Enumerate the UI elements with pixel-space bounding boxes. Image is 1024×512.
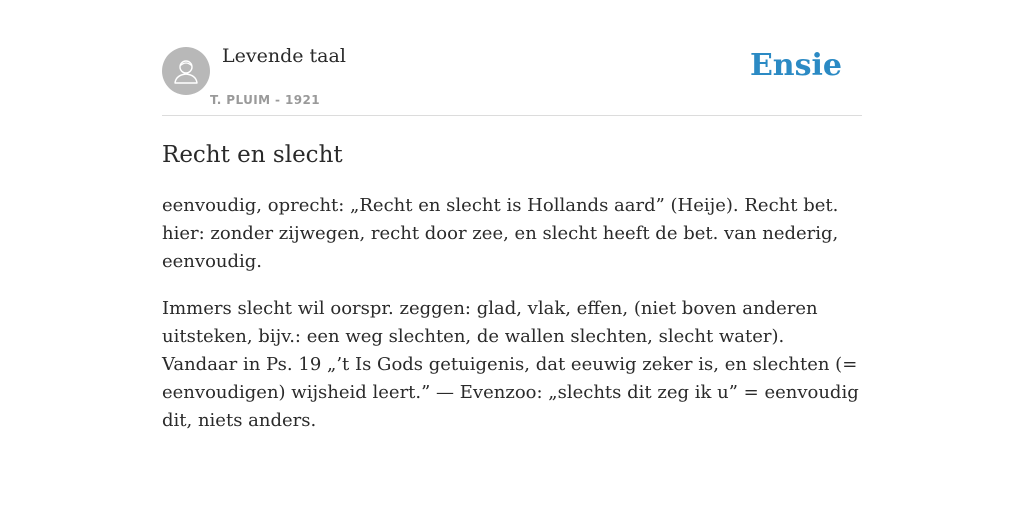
brand-logo-link[interactable]: Ensie	[749, 48, 842, 83]
entry-paragraph-2: Immers slecht wil oorspr. zeggen: glad, vlak, effen, (niet boven anderen uitsteken, bijv.: een weg slechten, de wallen slechten, slecht water). Vandaar in Ps. 19 „’t Is Gods getuigenis, dat eeuwig zeker is, en slechten (= eenvoudigen) wijsheid leert.” — Evenzoo: „slechts dit zeg ik u” = eenvoudig dit, niets anders.	[162, 298, 859, 431]
source-author-year: T. PLUIM - 1921	[210, 93, 320, 107]
source-header	[162, 0, 862, 116]
source-title[interactable]: Levende taal	[222, 45, 346, 67]
entry-paragraph-1: eenvoudig, oprecht: „Recht en slecht is Hollands aard” (Heije). Recht bet. hier: zonder zijwegen, recht door zee, en slecht heeft de bet. van nederig, eenvoudig.	[162, 195, 839, 272]
entry-card	[162, 0, 862, 435]
user-avatar-icon[interactable]	[162, 47, 210, 95]
user-icon	[171, 56, 201, 86]
entry-title: Recht en slecht	[162, 142, 343, 168]
